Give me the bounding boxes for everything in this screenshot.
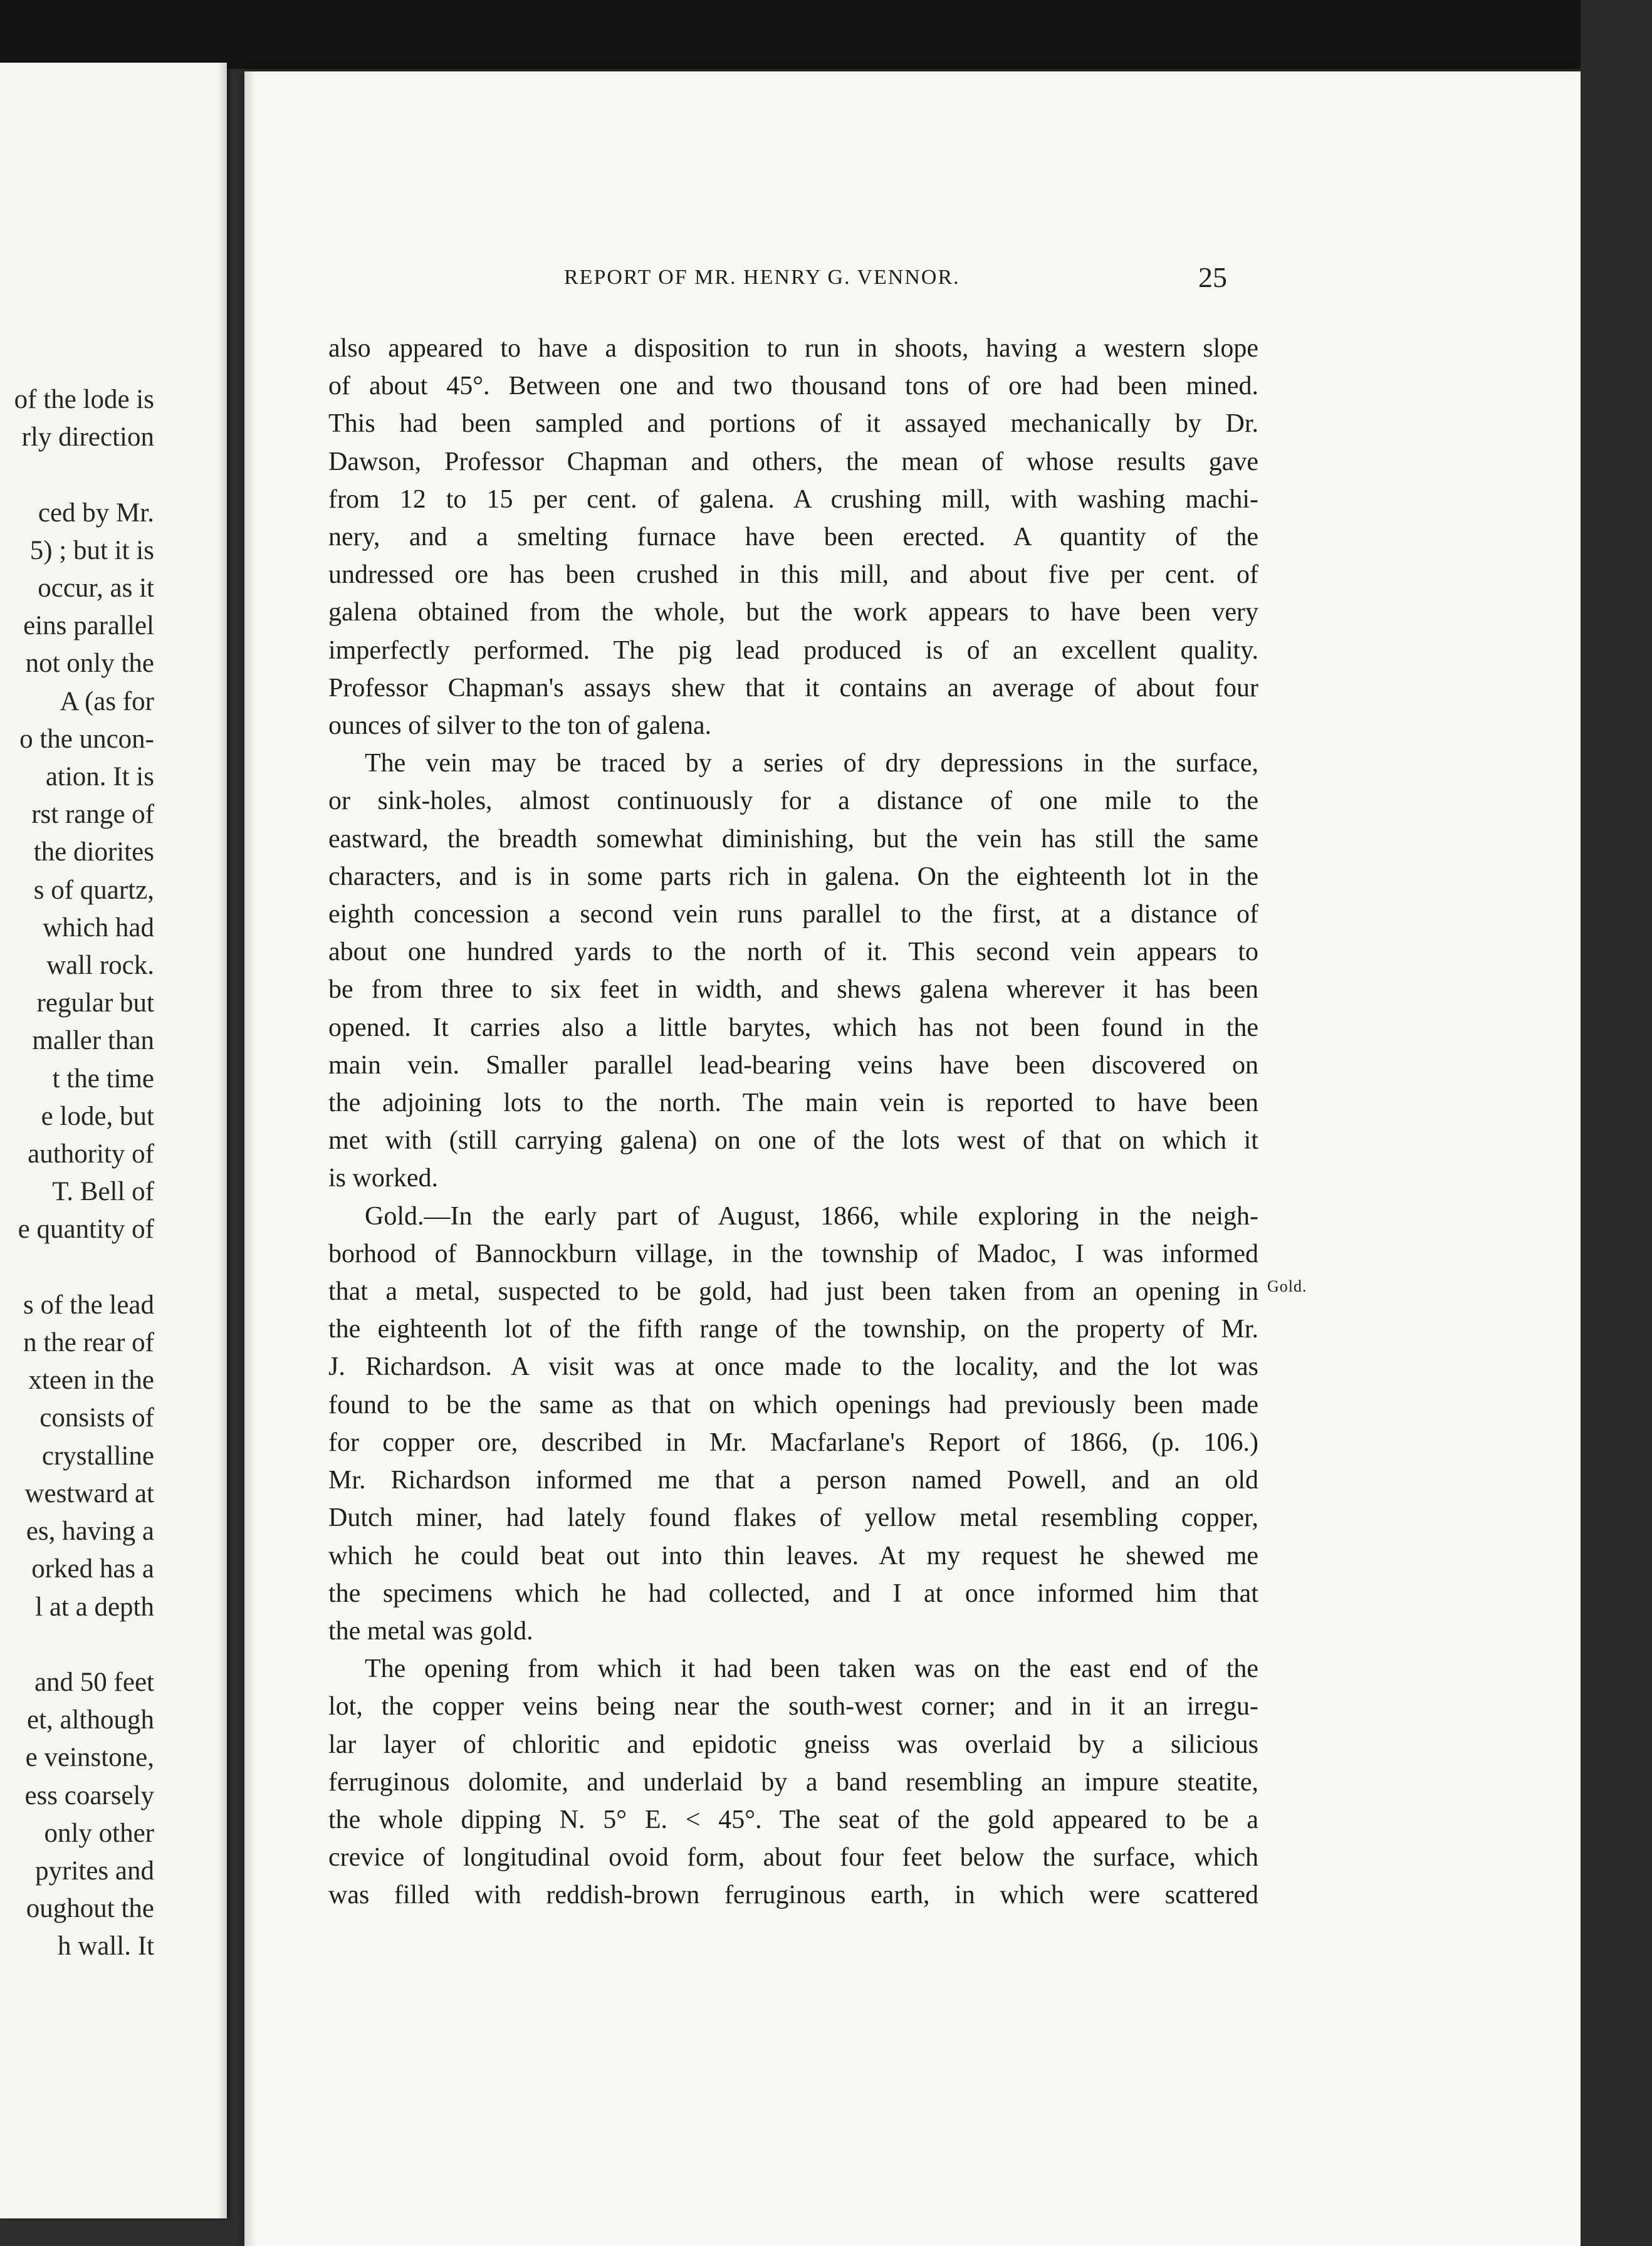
left-page-line: s of quartz,	[33, 875, 154, 905]
left-page-line: T. Bell of	[52, 1177, 154, 1207]
left-page-line: ess coarsely	[24, 1780, 154, 1810]
left-page-line: e veinstone,	[25, 1743, 154, 1773]
body-line: nery, and a smelting furnace have been erected. A quantity of the	[328, 523, 1258, 552]
body-line: met with (still carrying galena) on one of the lots west of that on which it	[328, 1126, 1258, 1156]
left-page-line: not only the	[25, 649, 154, 679]
left-page-text-fragments	[0, 381, 154, 1966]
left-page-line: e quantity of	[18, 1214, 154, 1245]
left-page-line: orked has a	[31, 1554, 154, 1584]
body-line: undressed ore has been crushed in this mill, and about five per cent. of	[328, 560, 1258, 590]
body-line: The opening from which it had been taken was on the east end of the	[365, 1654, 1258, 1684]
left-page-line: crystalline	[41, 1441, 154, 1471]
left-page-line: h wall. It	[57, 1931, 154, 1961]
body-line: This had been sampled and portions of it assayed mechanically by Dr.	[328, 409, 1258, 439]
body-line: found to be the same as that on which openings had previously been made	[328, 1390, 1258, 1419]
left-page-line: regular but	[36, 988, 154, 1018]
main-page-binding-edge	[244, 71, 256, 2246]
body-line: galena obtained from the whole, but the work appears to have been very	[328, 598, 1258, 627]
body-line: ounces of silver to the ton of galena.	[328, 711, 712, 741]
body-text	[328, 330, 1258, 1914]
margin-note-gold: Gold.	[1267, 1277, 1307, 1295]
left-page-line: of the lode is	[14, 385, 154, 414]
body-line: of about 45°. Between one and two thousand tons of ore had been mined.	[328, 372, 1258, 401]
left-page-line: only other	[44, 1818, 154, 1848]
body-line: lar layer of chloritic and epidotic gneiss was overlaid by a silicious	[328, 1730, 1258, 1759]
left-page-line	[0, 456, 154, 494]
body-line: about one hundred yards to the north of it. This second vein appears to	[328, 938, 1258, 967]
left-page-line: 5) ; but it is	[29, 535, 154, 565]
left-page-line: oughout the	[26, 1894, 154, 1924]
left-page-line: the diorites	[33, 837, 154, 867]
body-line: Mr. Richardson informed me that a person named Powell, and an old	[328, 1466, 1258, 1495]
body-line: Professor Chapman's assays shew that it contains an average of about four	[328, 673, 1258, 703]
left-page-line: et, although	[26, 1705, 154, 1735]
body-line: was filled with reddish-brown ferruginous earth, in which were scattered	[328, 1881, 1258, 1910]
scan-background-right	[1581, 0, 1652, 2246]
left-page-line: rst range of	[31, 800, 154, 830]
body-line: imperfectly performed. The pig lead produced is of an excellent quality.	[328, 635, 1258, 665]
left-page-line: consists of	[39, 1403, 154, 1433]
body-line: Dawson, Professor Chapman and others, the mean of whose results gave	[328, 447, 1258, 476]
running-head	[244, 261, 1581, 303]
body-line: characters, and is in some parts rich in galena. On the eighteenth lot in the	[328, 862, 1258, 891]
left-page-line: s of the lead	[23, 1290, 154, 1320]
left-page-line: es, having a	[26, 1517, 154, 1547]
page-number: 25	[1198, 261, 1227, 293]
left-page-line: l at a depth	[35, 1592, 154, 1622]
left-page-line: and 50 feet	[34, 1667, 154, 1697]
body-line: that a metal, suspected to be gold, had just been taken from an opening in	[328, 1277, 1258, 1307]
body-line: the metal was gold.	[328, 1616, 533, 1646]
body-line: which he could beat out into thin leaves. At my request he shewed me	[328, 1541, 1258, 1570]
left-page-line: ation. It is	[45, 762, 154, 792]
body-line: is worked.	[328, 1164, 438, 1193]
body-line: eighth concession a second vein runs parallel to the first, at a distance of	[328, 900, 1258, 929]
left-page-line: eins parallel	[23, 611, 154, 641]
body-line: J. Richardson. A visit was at once made to the locality, and the lot was	[328, 1352, 1258, 1382]
body-line: Gold.—In the early part of August, 1866, while exploring in the neigh-	[365, 1201, 1258, 1231]
left-page-line: t the time	[52, 1063, 154, 1094]
running-head-title: REPORT OF MR. HENRY G. VENNOR.	[564, 266, 960, 289]
body-line: from 12 to 15 per cent. of galena. A crushing mill, with washing machi-	[328, 484, 1258, 514]
body-line: eastward, the breadth somewhat diminishing, but the vein has still the same	[328, 824, 1258, 854]
body-line: also appeared to have a disposition to run in shoots, having a western slope	[328, 334, 1258, 363]
body-line: main vein. Smaller parallel lead-bearing veins have been discovered on	[328, 1050, 1258, 1080]
body-line: opened. It carries also a little barytes, which has not been found in the	[328, 1013, 1258, 1042]
body-line: crevice of longitudinal ovoid form, about four feet below the surface, which	[328, 1843, 1258, 1873]
body-line: the eighteenth lot of the fifth range of the township, on the property of Mr.	[328, 1315, 1258, 1344]
left-page-line: n the rear of	[23, 1328, 154, 1358]
body-line: Dutch miner, had lately found flakes of yellow metal resembling copper,	[328, 1503, 1258, 1533]
body-line: lot, the copper veins being near the south-west corner; and in it an irregu-	[328, 1692, 1258, 1721]
left-page-line: westward at	[24, 1478, 154, 1508]
body-line: for copper ore, described in Mr. Macfarlane's Report of 1866, (p. 106.)	[328, 1428, 1258, 1457]
left-page-line: e lode, but	[41, 1101, 154, 1131]
body-line: the specimens which he had collected, and I at once informed him that	[328, 1579, 1258, 1608]
main-page	[244, 71, 1581, 2246]
left-page-line: o the uncon-	[19, 724, 154, 754]
left-page-line: rly direction	[21, 422, 154, 452]
body-line: be from three to six feet in width, and shews galena wherever it has been	[328, 975, 1258, 1005]
body-line: the adjoining lots to the north. The main vein is reported to have been	[328, 1089, 1258, 1118]
left-page-line: pyrites and	[35, 1856, 154, 1886]
left-page-line: A (as for	[60, 686, 154, 716]
left-page-line: ced by Mr.	[38, 498, 154, 528]
left-page-line: which had	[43, 912, 154, 943]
body-line: ferruginous dolomite, and underlaid by a band resembling an impure steatite,	[328, 1767, 1258, 1797]
left-page-line: occur, as it	[38, 573, 154, 603]
body-line: the whole dipping N. 5° E. < 45°. The seat of the gold appeared to be a	[328, 1805, 1258, 1834]
body-line: borhood of Bannockburn village, in the township of Madoc, I was informed	[328, 1239, 1258, 1268]
left-page-line: wall rock.	[46, 951, 154, 981]
left-facing-page	[0, 63, 227, 2218]
left-page-gutter	[218, 63, 227, 2218]
body-line: The vein may be traced by a series of dry depressions in the surface,	[365, 749, 1258, 778]
left-page-line: maller than	[32, 1026, 154, 1056]
left-page-line: xteen in the	[28, 1366, 154, 1396]
scan-background-top	[0, 0, 1652, 69]
body-line: or sink-holes, almost continuously for a distance of one mile to the	[328, 786, 1258, 816]
left-page-line: authority of	[28, 1139, 154, 1169]
left-page-line	[0, 1626, 154, 1664]
left-page-line	[0, 1249, 154, 1287]
